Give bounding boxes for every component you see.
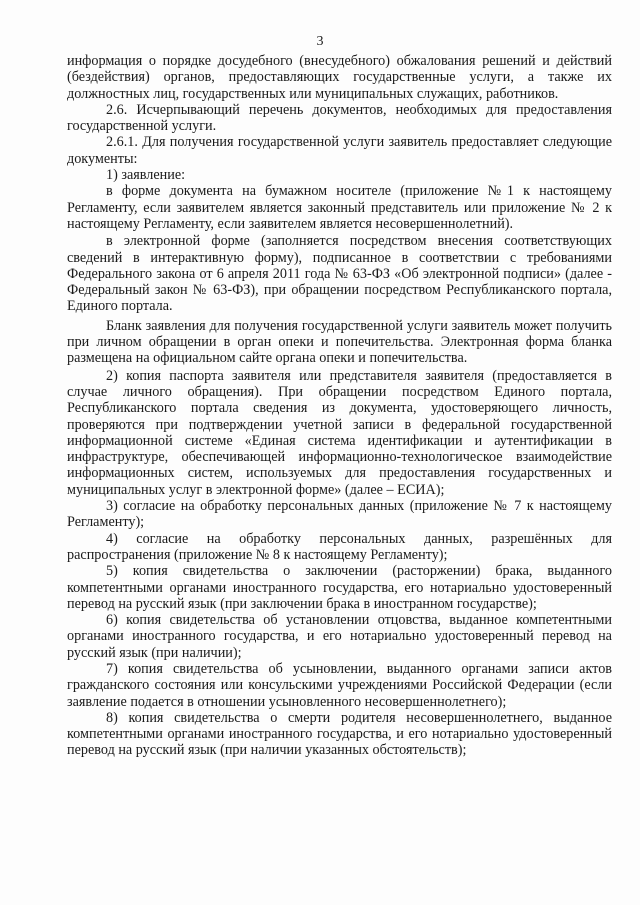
document-body	[67, 53, 612, 759]
paragraph-paper-form: в форме документа на бумажном носителе (приложение №1 к настоящему Регламенту, если заявителем является законный представитель или приложение № 2 к настоящему Регламенту, если заявителем является несовершеннолетний).	[67, 183, 612, 232]
paragraph-appeal-procedure: информация о порядке досудебного (внесудебного) обжалования решений и действий (бездействия) органов, предоставляющих государственные услуги, а также их должностных лиц, государственных или муниципальных служащих, работников.	[67, 53, 612, 102]
page-number: 3	[316, 34, 324, 49]
list-item-2-passport: 2) копия паспорта заявителя или представителя заявителя (предоставляется в случае личного обращения). При обращении посредством Единого портала, Республиканского портала сведения из документа, удостоверяющего личность, проверяются при подтверждении учетной записи в федеральной государственной информационной системе «Единая система идентификации и аутентификации в инфраструктуре, обеспечивающей информационно-технологическое взаимодействие информационных систем, используемых для предоставления государственных и муниципальных услуг в электронной форме» (далее – ЕСИА);	[67, 367, 612, 498]
list-item-3-consent: 3) согласие на обработку персональных данных (приложение № 7 к настоящему Регламенту);	[67, 498, 612, 531]
list-item-5-marriage-certificate: 5) копия свидетельства о заключении (расторжении) брака, выданного компетентными органами иностранного государства, его нотариально удостоверенный перевод на русский язык (при заключении брака в иностранном государстве);	[67, 563, 612, 612]
paragraph-electronic-form: в электронной форме (заполняется посредством внесения соответствующих сведений в интерактивную форму), подписанное в соответствии с требованиями Федерального закона от 6 апреля 2011 года № 63-ФЗ «Об электронной подписи» (далее - Федеральный закон № 63-ФЗ), при обращении посредством Республиканского портала, Единого портала.	[67, 233, 612, 315]
list-item-6-paternity-certificate: 6) копия свидетельства об установлении отцовства, выданное компетентными органами иностранного государства, и его нотариально удостоверенный перевод на русский язык (при наличии);	[67, 612, 612, 661]
paragraph-application-blank: Бланк заявления для получения государственной услуги заявитель может получить при личном обращении в орган опеки и попечительства. Электронная форма бланка размещена на официальном сайте органа опеки и попечительства.	[67, 317, 612, 367]
paragraph-section-2-6-1: 2.6.1. Для получения государственной услуги заявитель предоставляет следующие документы:	[67, 134, 612, 167]
list-item-8-death-certificate: 8) копия свидетельства о смерти родителя несовершеннолетнего, выданное компетентными органами иностранного государства, и его нотариально удостоверенный перевод на русский язык (при наличии указанных обстоятельств);	[67, 709, 612, 759]
paragraph-section-2-6: 2.6. Исчерпывающий перечень документов, необходимых для предоставления государственной услуги.	[67, 101, 612, 135]
list-item-7-adoption-certificate: 7) копия свидетельства об усыновлении, выданного органами записи актов гражданского состояния или консульскими учреждениями Российской Федерации (если заявление подается в отношении усыновленного несовершеннолетнего);	[67, 660, 612, 710]
list-item-4-consent-distribution: 4) согласие на обработку персональных данных, разрешённых для распространения (приложение № 8 к настоящему Регламенту);	[67, 530, 612, 563]
list-item-1-application: 1) заявление:	[106, 167, 186, 184]
